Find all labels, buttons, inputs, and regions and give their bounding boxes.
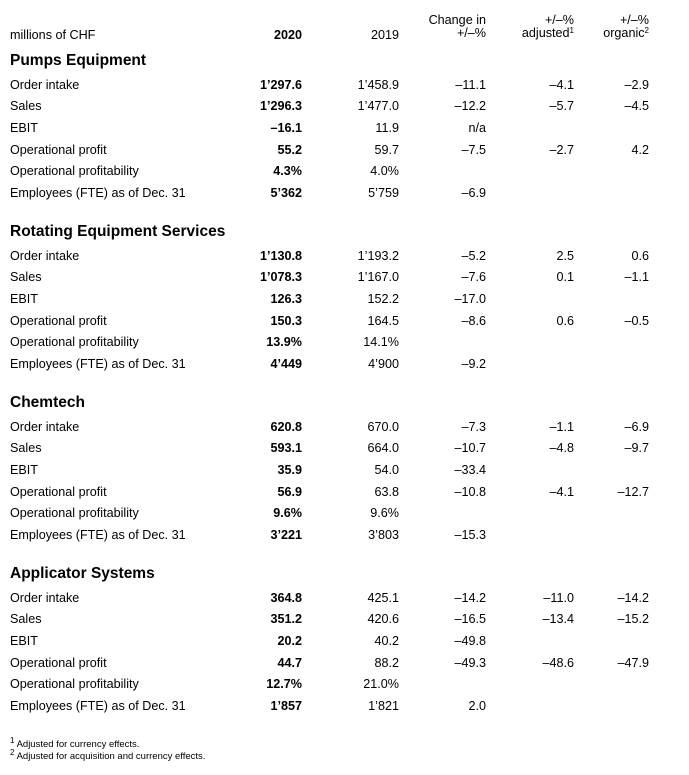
cell-y2020: 5’362 xyxy=(270,186,302,200)
cell-y2020: 56.9 xyxy=(277,485,302,499)
row-label: Operational profitability xyxy=(10,335,139,349)
cell-y2020: 3’221 xyxy=(270,528,302,542)
row-label: EBIT xyxy=(10,634,38,648)
cell-y2020: 35.9 xyxy=(277,463,302,477)
cell-y2019: 9.6% xyxy=(370,506,399,520)
table-row xyxy=(0,292,689,313)
cell-adjusted: –13.4 xyxy=(542,612,574,626)
cell-change: n/a xyxy=(468,121,486,135)
cell-y2019: 1’193.2 xyxy=(357,249,399,263)
cell-y2020: 9.6% xyxy=(273,506,302,520)
row-label: Operational profit xyxy=(10,656,107,670)
cell-organic: 0.6 xyxy=(631,249,649,263)
row-label: Order intake xyxy=(10,420,80,434)
cell-organic: –47.9 xyxy=(617,656,649,670)
cell-organic: 4.2 xyxy=(631,143,649,157)
cell-change: –11.1 xyxy=(455,78,486,92)
cell-change: –6.9 xyxy=(461,186,486,200)
table-row xyxy=(0,506,689,527)
row-label: Order intake xyxy=(10,591,80,605)
row-label: Sales xyxy=(10,612,42,626)
cell-change: –7.5 xyxy=(461,143,486,157)
cell-organic: –1.1 xyxy=(624,270,649,284)
footnote-mark-2: 2 xyxy=(644,26,649,35)
row-label: Sales xyxy=(10,270,42,284)
cell-adjusted: 0.6 xyxy=(556,314,574,328)
table-row xyxy=(0,121,689,142)
cell-y2020: 1’296.3 xyxy=(259,99,302,113)
cell-adjusted: –1.1 xyxy=(549,420,574,434)
cell-y2019: 63.8 xyxy=(374,485,399,499)
adjusted-label: adjusted xyxy=(521,26,570,40)
column-header-organic xyxy=(569,14,649,40)
cell-organic: –2.9 xyxy=(624,78,649,92)
cell-y2020: 620.8 xyxy=(270,420,302,434)
cell-y2019: 164.5 xyxy=(367,314,399,328)
cell-adjusted: –4.1 xyxy=(549,485,574,499)
cell-organic: –0.5 xyxy=(624,314,649,328)
cell-y2020: 1’078.3 xyxy=(259,270,302,284)
table-row xyxy=(0,441,689,462)
row-label: Operational profit xyxy=(10,485,107,499)
column-header-organic-line2 xyxy=(569,27,649,40)
cell-y2019: 4’900 xyxy=(368,357,399,371)
cell-change: –33.4 xyxy=(454,463,486,477)
row-label: Sales xyxy=(10,441,42,455)
cell-y2019: 40.2 xyxy=(374,634,399,648)
cell-y2020: 1’297.6 xyxy=(259,78,302,92)
cell-y2019: 420.6 xyxy=(367,612,399,626)
cell-organic: –6.9 xyxy=(624,420,649,434)
segment-title: Chemtech xyxy=(10,394,85,411)
cell-adjusted: –4.1 xyxy=(549,78,574,92)
cell-y2019: 54.0 xyxy=(374,463,399,477)
table-row xyxy=(0,591,689,612)
table-row xyxy=(0,99,689,120)
cell-y2019: 1’821 xyxy=(368,699,399,713)
cell-y2019: 1’458.9 xyxy=(357,78,399,92)
cell-y2019: 88.2 xyxy=(374,656,399,670)
table-row xyxy=(0,656,689,677)
cell-y2019: 14.1% xyxy=(363,335,399,349)
cell-y2019: 21.0% xyxy=(363,677,399,691)
row-label: EBIT xyxy=(10,121,38,135)
cell-y2019: 670.0 xyxy=(367,420,399,434)
row-label: Employees (FTE) as of Dec. 31 xyxy=(10,528,186,542)
table-row xyxy=(0,164,689,185)
row-label: EBIT xyxy=(10,292,38,306)
cell-change: –9.2 xyxy=(461,357,486,371)
column-header-2020: 2020 xyxy=(273,28,302,42)
table-row xyxy=(0,528,689,549)
cell-change: –7.6 xyxy=(461,270,486,284)
table-row xyxy=(0,420,689,441)
row-label: Operational profit xyxy=(10,314,107,328)
cell-adjusted: –4.8 xyxy=(549,441,574,455)
cell-change: –49.3 xyxy=(454,656,486,670)
cell-organic: –12.7 xyxy=(617,485,649,499)
table-row xyxy=(0,143,689,164)
table-row xyxy=(0,612,689,633)
footnote-mark-1: 1 xyxy=(569,26,574,35)
column-header-change-line2: +/–% xyxy=(456,26,486,40)
table-row xyxy=(0,699,689,720)
row-label: Order intake xyxy=(10,249,80,263)
cell-y2020: 1’857 xyxy=(270,699,302,713)
cell-y2019: 152.2 xyxy=(367,292,399,306)
column-header-change xyxy=(406,14,486,40)
footnote-2 xyxy=(10,748,206,763)
cell-y2019: 4.0% xyxy=(370,164,399,178)
footnote-1-text: Adjusted for currency effects. xyxy=(14,739,140,750)
cell-y2020: 351.2 xyxy=(270,612,302,626)
cell-y2019: 59.7 xyxy=(374,143,399,157)
table-row xyxy=(0,249,689,270)
table-header xyxy=(0,12,689,48)
segment-title: Rotating Equipment Services xyxy=(10,223,226,240)
footnote-2-mark: 2 xyxy=(10,748,15,757)
cell-change: –15.3 xyxy=(454,528,486,542)
cell-adjusted: –5.7 xyxy=(549,99,574,113)
column-header-adjusted-line2 xyxy=(494,27,574,40)
cell-change: –10.7 xyxy=(454,441,486,455)
cell-y2020: 55.2 xyxy=(277,143,302,157)
cell-change: 2.0 xyxy=(468,699,486,713)
row-label: Operational profitability xyxy=(10,677,139,691)
cell-y2019: 3’803 xyxy=(368,528,399,542)
segment-title: Pumps Equipment xyxy=(10,52,147,69)
cell-adjusted: –11.0 xyxy=(543,591,574,605)
column-header-2019: 2019 xyxy=(370,28,399,42)
column-header-adjusted xyxy=(494,14,574,40)
row-label: Employees (FTE) as of Dec. 31 xyxy=(10,699,186,713)
footnote-1 xyxy=(10,736,205,751)
cell-change: –7.3 xyxy=(461,420,486,434)
unit-label: millions of CHF xyxy=(10,28,96,42)
row-label: Operational profitability xyxy=(10,506,139,520)
cell-y2019: 425.1 xyxy=(367,591,399,605)
cell-adjusted: 0.1 xyxy=(556,270,574,284)
table-row xyxy=(0,270,689,291)
organic-label: organic xyxy=(603,26,645,40)
cell-y2020: 1’130.8 xyxy=(259,249,302,263)
cell-organic: –4.5 xyxy=(624,99,649,113)
cell-y2019: 11.9 xyxy=(375,121,399,135)
row-label: Operational profitability xyxy=(10,164,139,178)
table-row xyxy=(0,463,689,484)
cell-y2020: 126.3 xyxy=(270,292,302,306)
cell-y2019: 5’759 xyxy=(368,186,399,200)
row-label: Employees (FTE) as of Dec. 31 xyxy=(10,357,186,371)
cell-change: –8.6 xyxy=(461,314,486,328)
row-label: Operational profit xyxy=(10,143,107,157)
table-row xyxy=(0,186,689,207)
row-label: Employees (FTE) as of Dec. 31 xyxy=(10,186,186,200)
cell-y2020: 20.2 xyxy=(277,634,302,648)
table-row xyxy=(0,485,689,506)
cell-y2019: 1’167.0 xyxy=(357,270,399,284)
cell-y2020: 150.3 xyxy=(270,314,302,328)
cell-y2020: 4’449 xyxy=(270,357,302,371)
cell-y2020: 593.1 xyxy=(270,441,302,455)
cell-change: –49.8 xyxy=(454,634,486,648)
column-header-adjusted-line1: +/–% xyxy=(544,13,574,27)
table-row xyxy=(0,357,689,378)
cell-change: –12.2 xyxy=(454,99,486,113)
column-header-organic-line1: +/–% xyxy=(619,13,649,27)
cell-adjusted: 2.5 xyxy=(556,249,574,263)
cell-change: –10.8 xyxy=(454,485,486,499)
cell-y2019: 1’477.0 xyxy=(357,99,399,113)
row-label: Sales xyxy=(10,99,42,113)
cell-organic: –15.2 xyxy=(617,612,649,626)
cell-y2020: 12.7% xyxy=(266,677,302,691)
cell-organic: –9.7 xyxy=(624,441,649,455)
table-row xyxy=(0,335,689,356)
row-label: Order intake xyxy=(10,78,80,92)
table-row xyxy=(0,634,689,655)
cell-organic: –14.2 xyxy=(617,591,649,605)
cell-adjusted: –48.6 xyxy=(542,656,574,670)
cell-change: –16.5 xyxy=(454,612,486,626)
cell-y2020: 364.8 xyxy=(270,591,302,605)
table-row xyxy=(0,314,689,335)
table-row xyxy=(0,78,689,99)
cell-change: –5.2 xyxy=(461,249,486,263)
cell-adjusted: –2.7 xyxy=(549,143,574,157)
cell-change: –17.0 xyxy=(454,292,486,306)
cell-change: –14.2 xyxy=(454,591,486,605)
footnotes xyxy=(10,736,206,763)
cell-y2020: 44.7 xyxy=(277,656,302,670)
cell-y2020: –16.1 xyxy=(270,121,302,135)
cell-y2019: 664.0 xyxy=(367,441,399,455)
table-row xyxy=(0,677,689,698)
cell-y2020: 4.3% xyxy=(273,164,302,178)
segment-title: Applicator Systems xyxy=(10,565,155,582)
column-header-change-line1: Change in xyxy=(428,13,486,27)
cell-y2020: 13.9% xyxy=(266,335,302,349)
footnote-1-mark: 1 xyxy=(10,736,15,745)
row-label: EBIT xyxy=(10,463,38,477)
footnote-2-text: Adjusted for acquisition and currency effects. xyxy=(14,751,206,762)
